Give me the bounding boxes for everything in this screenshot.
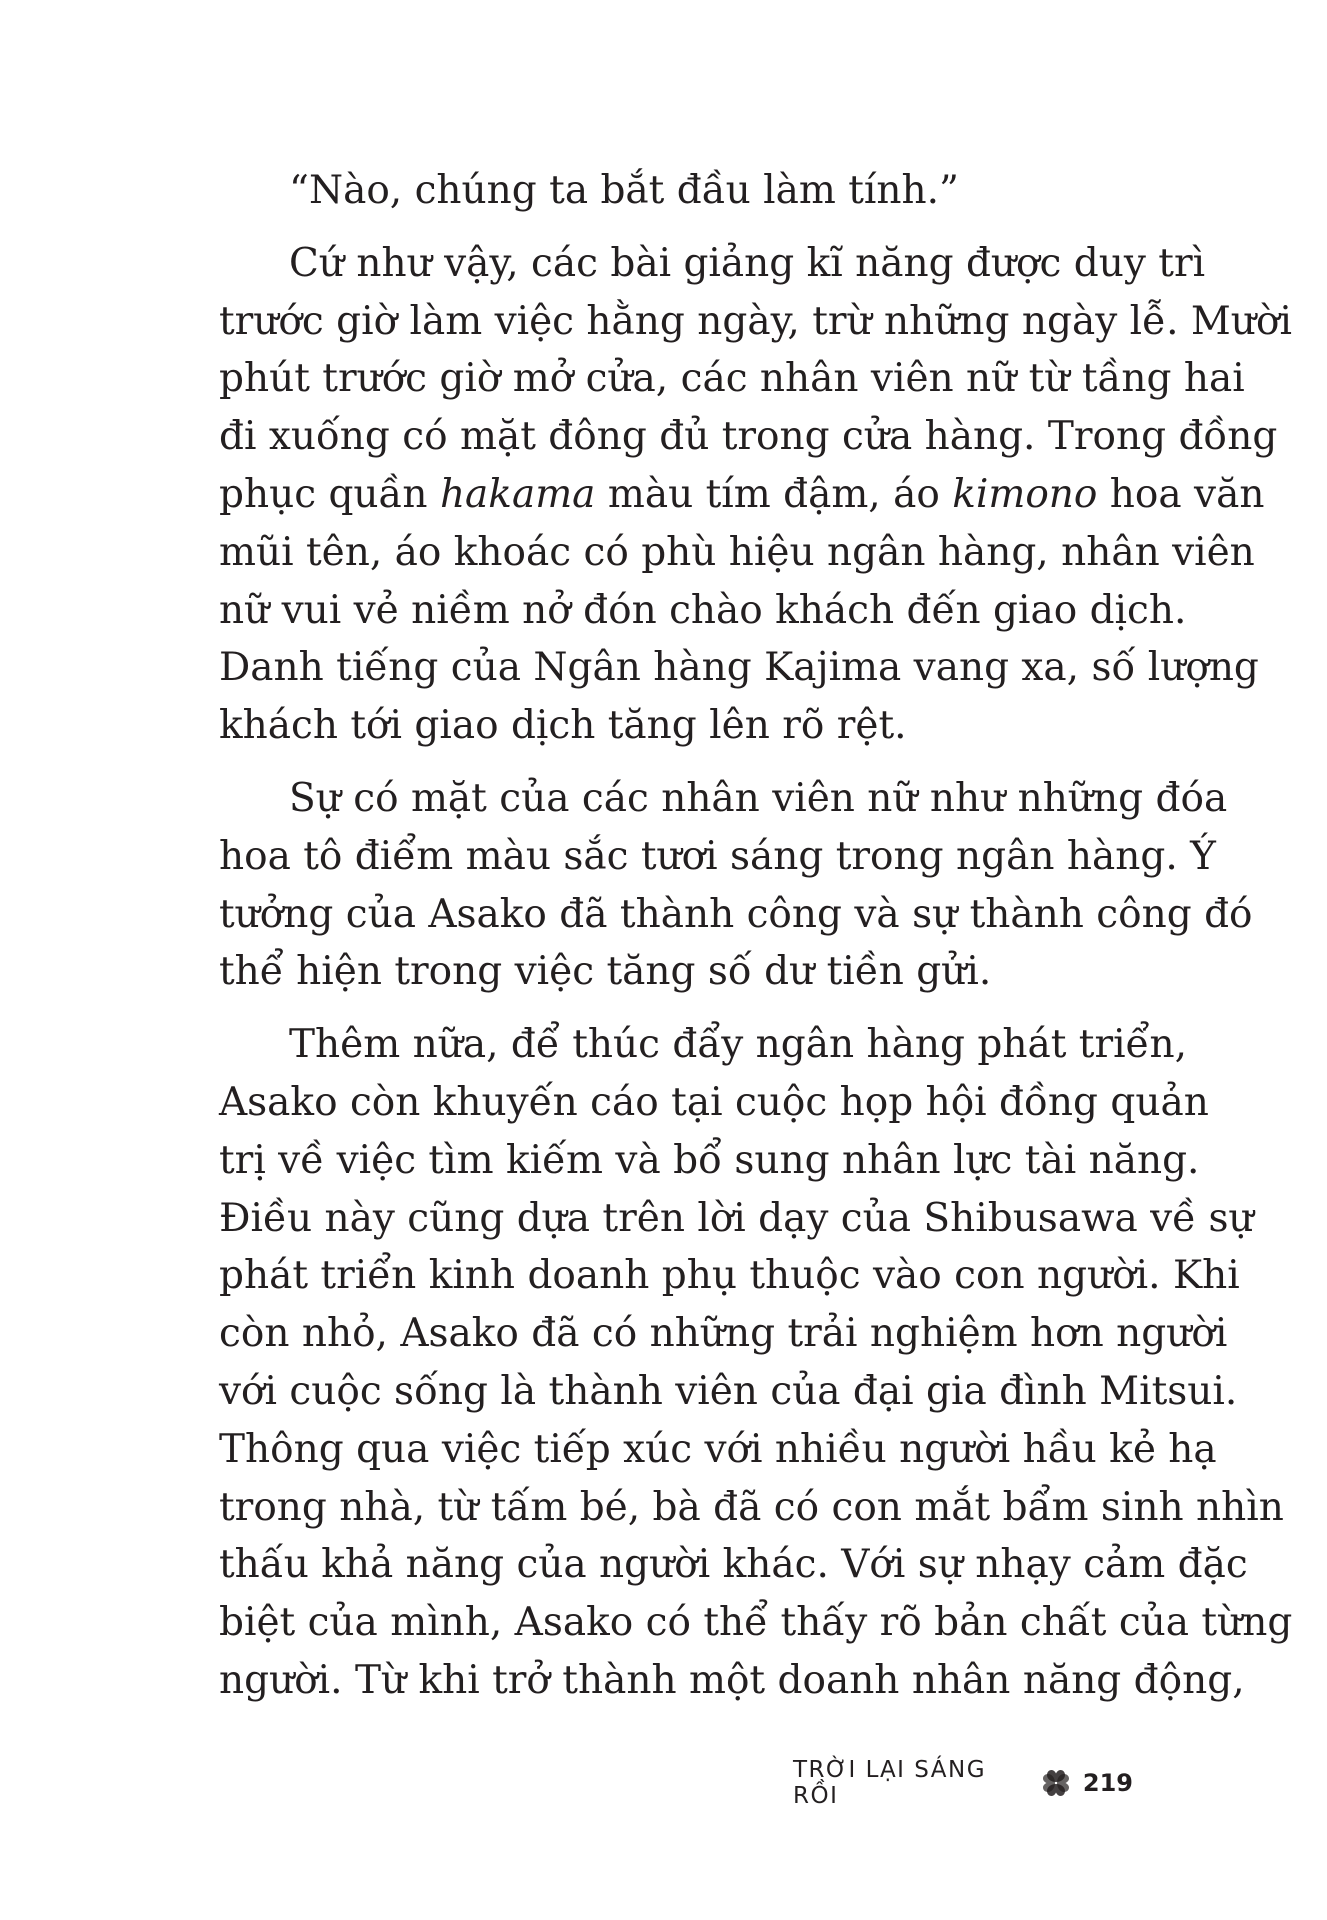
text-line: phút trước giờ mở cửa, các nhân viên nữ từ tầng hai <box>219 356 1245 402</box>
text-line: khách tới giao dịch tăng lên rõ rệt. <box>219 703 907 749</box>
page-footer <box>793 1757 1133 1809</box>
text-line: thấu khả năng của người khác. Với sự nhạy cảm đặc <box>219 1542 1248 1588</box>
text-line: phát triển kinh doanh phụ thuộc vào con người. Khi <box>219 1253 1240 1299</box>
text-run: màu tím đậm, áo <box>595 471 953 517</box>
page-number: 219 <box>1082 1769 1133 1797</box>
clover-icon <box>1039 1766 1073 1800</box>
body-text <box>219 162 1293 1725</box>
text-line: nữ vui vẻ niềm nở đón chào khách đến giao dịch. <box>219 587 1187 633</box>
text-line: Thông qua việc tiếp xúc với nhiều người hầu kẻ hạ <box>219 1426 1217 1472</box>
text-run: phục quần <box>219 471 440 517</box>
paragraph-3 <box>219 770 1253 1001</box>
paragraph-4 <box>219 1016 1293 1710</box>
text-line: trước giờ làm việc hằng ngày, trừ những ngày lễ. Mười <box>219 298 1292 344</box>
text-run: hoa văn <box>1097 471 1265 517</box>
text-line-with-italics <box>219 466 1265 524</box>
text-line: Thêm nữa, để thúc đẩy ngân hàng phát triển, <box>289 1022 1188 1068</box>
text-line: Asako còn khuyến cáo tại cuộc họp hội đồng quản <box>219 1079 1209 1125</box>
text-line: biệt của mình, Asako có thể thấy rõ bản chất của từng <box>219 1600 1293 1646</box>
italic-term: hakama <box>439 471 596 517</box>
running-title: TRỜI LẠI SÁNG RỒI <box>793 1757 987 1809</box>
italic-term: kimono <box>952 471 1098 517</box>
paragraph-1 <box>219 162 1129 220</box>
text-line: Sự có mặt của các nhân viên nữ như những đóa <box>289 775 1228 821</box>
text-line: người. Từ khi trở thành một doanh nhân năng động, <box>219 1657 1245 1703</box>
text-line: trị về việc tìm kiếm và bổ sung nhân lực tài năng. <box>219 1137 1200 1183</box>
text-line: Cứ như vậy, các bài giảng kĩ năng được duy trì <box>289 240 1206 286</box>
paragraph-2 <box>219 235 1292 755</box>
clover-icon-svg <box>1039 1766 1073 1800</box>
text-line: hoa tô điểm màu sắc tươi sáng trong ngân hàng. Ý <box>219 833 1216 879</box>
text-line: đi xuống có mặt đông đủ trong cửa hàng. Trong đồng <box>219 414 1278 460</box>
text-line: tưởng của Asako đã thành công và sự thành công đó <box>219 891 1253 937</box>
text-line: thể hiện trong việc tăng số dư tiền gửi. <box>219 949 992 995</box>
text-line: Danh tiếng của Ngân hàng Kajima vang xa, số lượng <box>219 645 1259 691</box>
text-line: “Nào, chúng ta bắt đầu làm tính.” <box>289 168 959 213</box>
text-line: Điều này cũng dựa trên lời dạy của Shibusawa về sự <box>219 1195 1254 1241</box>
text-line: mũi tên, áo khoác có phù hiệu ngân hàng, nhân viên <box>219 529 1255 575</box>
text-line: với cuộc sống là thành viên của đại gia đình Mitsui. <box>219 1368 1238 1414</box>
text-line: còn nhỏ, Asako đã có những trải nghiệm hơn người <box>219 1311 1228 1357</box>
text-line: trong nhà, từ tấm bé, bà đã có con mắt bẩm sinh nhìn <box>219 1484 1284 1530</box>
